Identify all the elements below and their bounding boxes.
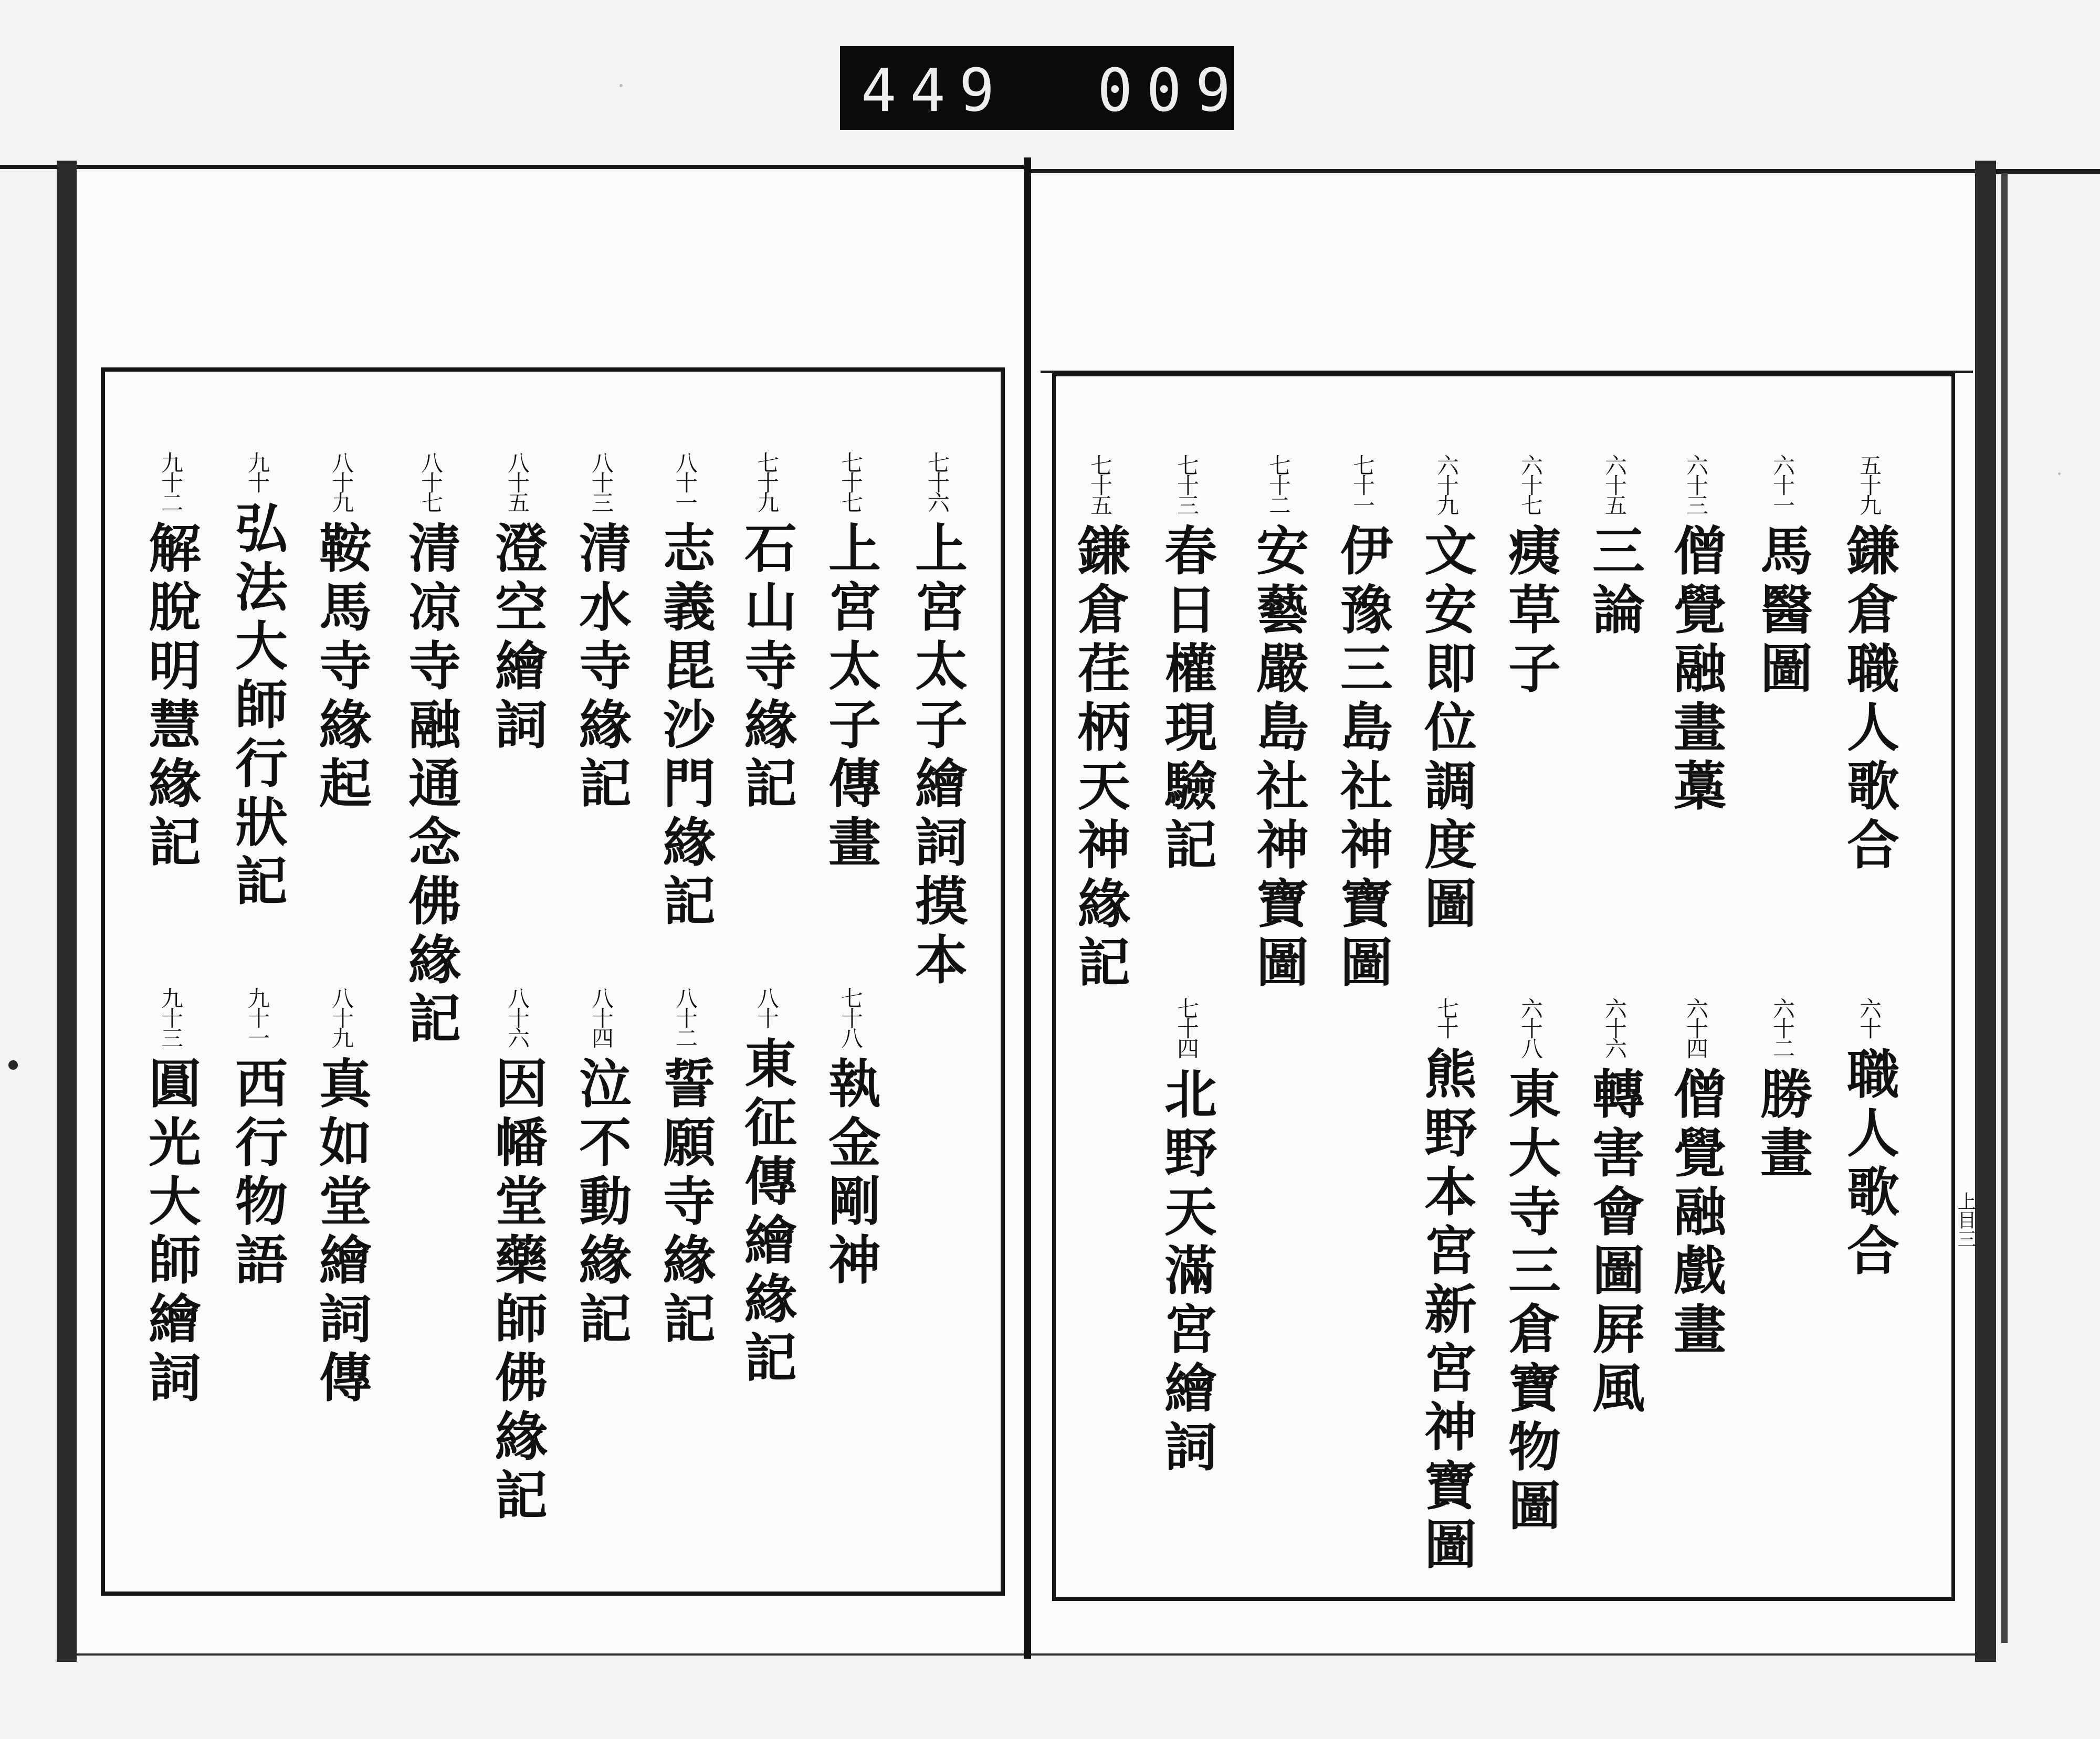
entry-number: 七十九 bbox=[754, 451, 780, 511]
left-page-edge bbox=[57, 161, 77, 1662]
toc-entry bbox=[654, 451, 716, 932]
entry-number: 五十九 bbox=[1856, 454, 1882, 514]
toc-entry bbox=[310, 451, 372, 815]
entry-title: 鞍馬寺緣起 bbox=[310, 521, 372, 815]
toc-entry bbox=[1665, 997, 1727, 1361]
entry-title: 僧覺融戲畫 bbox=[1665, 1067, 1727, 1361]
entry-number: 七十八 bbox=[838, 987, 864, 1047]
entry-number: 七十七 bbox=[838, 451, 864, 511]
toc-entry bbox=[1583, 454, 1645, 641]
entry-title: 東征傳繪緣記 bbox=[736, 1036, 797, 1389]
entry-number: 八十九 bbox=[329, 451, 354, 511]
entry-title: 痍草子 bbox=[1499, 523, 1561, 700]
toc-entry bbox=[1665, 454, 1727, 817]
entry-number: 六十五 bbox=[1602, 454, 1628, 514]
entry-number: 六十 bbox=[1856, 997, 1882, 1037]
toc-entry bbox=[226, 987, 288, 1291]
entry-title: 泣不動緣記 bbox=[570, 1056, 632, 1350]
right-page-bottom bbox=[1031, 1653, 1975, 1656]
entry-number: 七十一 bbox=[1350, 454, 1376, 514]
entry-title: 真如堂繪詞傳 bbox=[310, 1056, 372, 1409]
toc-entry bbox=[1838, 454, 1900, 876]
entry-title: 弘法大師行狀記 bbox=[226, 501, 288, 912]
entry-number: 六十七 bbox=[1518, 454, 1544, 514]
toc-entry bbox=[736, 987, 797, 1389]
entry-number: 六十六 bbox=[1602, 997, 1628, 1057]
reel-number: 449 bbox=[861, 57, 1009, 125]
left-page-bottom bbox=[77, 1653, 1024, 1656]
entry-title: 清凉寺融通念佛緣記 bbox=[400, 521, 461, 1050]
entry-number: 八十九 bbox=[329, 987, 354, 1047]
toc-entry bbox=[1156, 454, 1217, 876]
reel-label bbox=[840, 46, 1245, 130]
book-spine bbox=[1024, 157, 1031, 1659]
entry-number: 八十三 bbox=[589, 451, 614, 511]
entry-number: 八十 bbox=[754, 987, 780, 1027]
entry-number: 八十五 bbox=[505, 451, 530, 511]
entry-title: 澄空繪詞 bbox=[486, 521, 548, 756]
entry-number: 七十四 bbox=[1174, 997, 1200, 1057]
entry-number: 六十三 bbox=[1683, 454, 1709, 514]
toc-entry bbox=[1069, 454, 1131, 994]
entry-number: 九十 bbox=[245, 451, 270, 491]
entry-title: 志義毘沙門緣記 bbox=[654, 521, 716, 932]
toc-entry bbox=[820, 451, 881, 873]
entry-number: 九十二 bbox=[158, 451, 184, 511]
entry-number: 六十八 bbox=[1518, 997, 1544, 1057]
toc-entry bbox=[1499, 454, 1561, 700]
entry-title: 勝畫 bbox=[1751, 1067, 1813, 1184]
toc-entry bbox=[400, 451, 461, 1050]
right-frame-rule bbox=[1041, 371, 1973, 373]
frame-number: 009 bbox=[1097, 57, 1245, 125]
scan-speck bbox=[620, 84, 623, 87]
scan-speck bbox=[2058, 472, 2061, 475]
entry-number: 六十一 bbox=[1770, 454, 1796, 514]
entry-number: 八十四 bbox=[589, 987, 614, 1047]
page-folio: 上目三 bbox=[1955, 1192, 1976, 1248]
toc-entry bbox=[486, 451, 548, 756]
toc-entry bbox=[906, 451, 968, 991]
entry-title: 北野天滿宮繪詞 bbox=[1156, 1067, 1217, 1478]
entry-title: 清水寺緣記 bbox=[570, 521, 632, 815]
entry-title: 東大寺三倉寶物圖 bbox=[1499, 1067, 1561, 1537]
entry-title: 熊野本宮新宮神寶圖 bbox=[1415, 1047, 1477, 1576]
entry-title: 春日權現驗記 bbox=[1156, 523, 1217, 876]
entry-number: 六十二 bbox=[1770, 997, 1796, 1057]
entry-title: 鎌倉職人歌合 bbox=[1838, 523, 1900, 876]
right-page-edge bbox=[1975, 161, 1996, 1662]
entry-number: 七十三 bbox=[1174, 454, 1200, 514]
toc-entry bbox=[1838, 997, 1900, 1282]
entry-title: 西行物語 bbox=[226, 1056, 288, 1291]
entry-title: 馬醫圖 bbox=[1751, 523, 1813, 700]
entry-title: 上宮太子傳畫 bbox=[820, 521, 881, 873]
entry-number: 七十六 bbox=[925, 451, 950, 511]
entry-number: 六十九 bbox=[1434, 454, 1460, 514]
entry-title: 鎌倉荏柄天神緣記 bbox=[1069, 523, 1131, 994]
entry-title: 誓願寺緣記 bbox=[654, 1056, 716, 1350]
toc-entry bbox=[140, 987, 202, 1409]
toc-entry bbox=[140, 451, 202, 873]
toc-entry bbox=[736, 451, 797, 815]
entry-title: 執金剛神 bbox=[820, 1056, 881, 1291]
toc-entry bbox=[486, 987, 548, 1526]
entry-title: 職人歌合 bbox=[1838, 1047, 1900, 1282]
toc-entry bbox=[310, 987, 372, 1409]
toc-entry bbox=[1415, 454, 1477, 935]
entry-title: 因幡堂藥師佛緣記 bbox=[486, 1056, 548, 1526]
toc-entry bbox=[1156, 997, 1217, 1478]
entry-title: 伊豫三島社神寶圖 bbox=[1331, 523, 1393, 994]
entry-number: 八十二 bbox=[673, 987, 698, 1047]
toc-entry bbox=[1499, 997, 1561, 1537]
entry-title: 石山寺緣記 bbox=[736, 521, 797, 815]
scan-speck bbox=[8, 1060, 18, 1070]
toc-entry bbox=[226, 451, 288, 912]
toc-entry bbox=[570, 987, 632, 1350]
entry-title: 三論 bbox=[1583, 523, 1645, 641]
toc-entry bbox=[1331, 454, 1393, 994]
entry-number: 八十六 bbox=[505, 987, 530, 1047]
entry-title: 上宮太子繪詞摸本 bbox=[906, 521, 968, 991]
entry-number: 九十一 bbox=[245, 987, 270, 1047]
top-rule-left bbox=[0, 165, 1029, 169]
entry-number: 七十 bbox=[1434, 997, 1460, 1037]
toc-entry bbox=[1751, 997, 1813, 1184]
right-page-edge-shadow bbox=[2001, 173, 2008, 1643]
entry-title: 轉害會圖屛風 bbox=[1583, 1067, 1645, 1419]
entry-number: 八十七 bbox=[418, 451, 444, 511]
entry-number: 七十五 bbox=[1087, 454, 1113, 514]
entry-number: 八十一 bbox=[673, 451, 698, 511]
toc-entry bbox=[1415, 997, 1477, 1576]
toc-entry bbox=[1751, 454, 1813, 700]
entry-title: 僧覺融畫藁 bbox=[1665, 523, 1727, 817]
toc-entry bbox=[654, 987, 716, 1350]
entry-title: 安藝嚴島社神寶圖 bbox=[1247, 523, 1309, 994]
toc-entry bbox=[1247, 454, 1309, 994]
toc-entry bbox=[1583, 997, 1645, 1419]
entry-number: 六十四 bbox=[1683, 997, 1709, 1057]
entry-title: 圓光大師繪詞 bbox=[140, 1056, 202, 1409]
entry-title: 文安即位調度圖 bbox=[1415, 523, 1477, 935]
entry-number: 九十三 bbox=[158, 987, 184, 1047]
toc-entry bbox=[570, 451, 632, 815]
entry-title: 解脫明慧緣記 bbox=[140, 521, 202, 873]
toc-entry bbox=[820, 987, 881, 1291]
entry-number: 七十二 bbox=[1266, 454, 1292, 514]
